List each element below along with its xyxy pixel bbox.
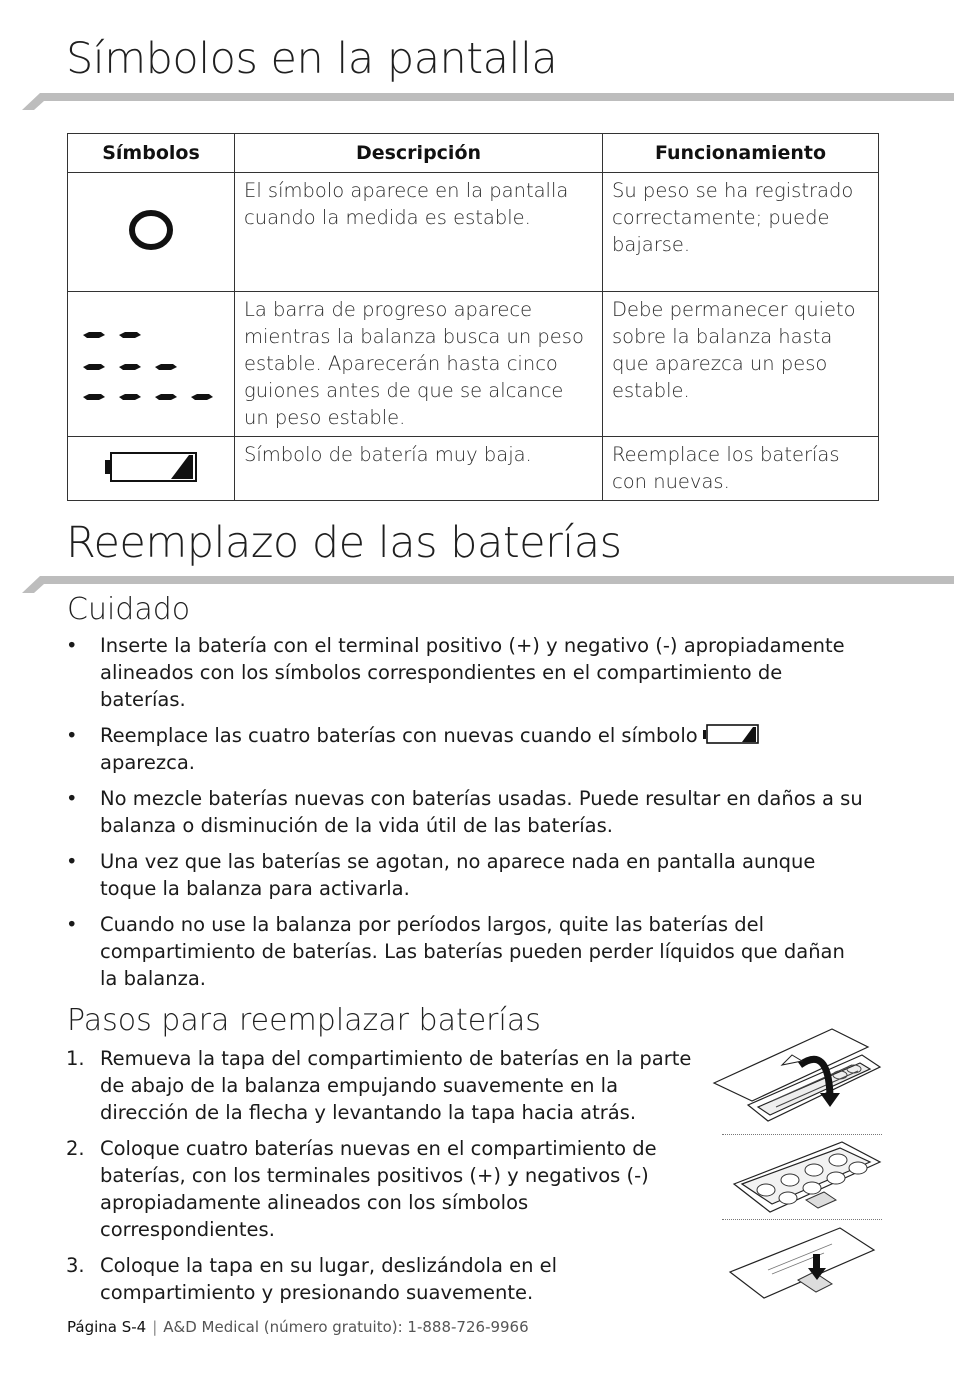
caution-list <box>66 632 866 1001</box>
list-item-text: Reemplace las cuatro baterías con nuevas cuando el símbolo <box>100 724 698 747</box>
bullet: • <box>66 913 78 936</box>
table-header-row <box>68 134 879 173</box>
caution-heading: Cuidado <box>67 592 191 627</box>
heading-rule <box>0 88 954 110</box>
list-item <box>66 1045 706 1126</box>
step-number: 1. <box>66 1047 85 1070</box>
symbols-table <box>67 133 879 501</box>
symbol-cell <box>68 173 235 292</box>
table-cell-function: Reemplace los baterías con nuevas. <box>603 437 879 501</box>
table-cell-description: El símbolo aparece en la pantalla cuando la medida es estable. <box>235 173 603 292</box>
step-text: Coloque cuatro baterías nuevas en el compartimiento de baterías, con los terminales positivos (+) y negativos (-) apropiadamente alineados con los símbolos correspondientes. <box>100 1137 657 1241</box>
table-row <box>68 173 879 292</box>
step-number: 2. <box>66 1137 85 1160</box>
footer-separator: | <box>152 1318 158 1336</box>
page-number: Página S-4 <box>67 1318 147 1336</box>
circle-icon <box>127 206 175 254</box>
step-number: 3. <box>66 1254 85 1277</box>
step-text: Coloque la tapa en su lugar, deslizándola en el compartimiento y presionando suavemente. <box>100 1254 558 1304</box>
battery-insertion-illustration <box>732 1140 882 1216</box>
bullet: • <box>66 787 78 810</box>
table-cell-description: Símbolo de batería muy baja. <box>235 437 603 501</box>
bullet: • <box>66 850 78 873</box>
list-item-text: aparezca. <box>100 751 195 774</box>
bullet: • <box>66 724 78 747</box>
list-item-text: Una vez que las baterías se agotan, no aparece nada en pantalla aunque toque la balanza para activarla. <box>100 850 816 900</box>
low-battery-icon <box>103 449 199 485</box>
list-item-text: Cuando no use la balanza por períodos largos, quite las baterías del compartimiento de baterías. Las baterías pueden perder líquidos que dañan la balanza. <box>100 913 845 990</box>
list-item <box>66 911 866 992</box>
progress-dashes-icon <box>81 322 221 402</box>
table-cell-function: Debe permanecer quieto sobre la balanza hasta que aparezca un peso estable. <box>603 292 879 437</box>
list-item <box>66 848 866 902</box>
table-cell-function: Su peso se ha registrado correctamente; puede bajarse. <box>603 173 879 292</box>
table-header: Descripción <box>235 134 603 173</box>
table-header: Funcionamiento <box>603 134 879 173</box>
footer-contact: A&D Medical (número gratuito): 1-888-726-9966 <box>163 1318 529 1336</box>
symbol-cell <box>68 292 235 437</box>
divider <box>722 1134 882 1135</box>
list-item <box>66 722 866 776</box>
list-item <box>66 1252 706 1306</box>
steps-list <box>66 1045 706 1315</box>
list-item-text: No mezcle baterías nuevas con baterías usadas. Puede resultar en daños a su balanza o disminución de la vida útil de las baterías. <box>100 787 863 837</box>
section-title-batteries: Reemplazo de las baterías <box>66 518 622 568</box>
list-item <box>66 632 866 713</box>
table-cell-description: La barra de progreso aparece mientras la balanza busca un peso estable. Aparecerán hasta cinco guiones antes de que se alcance un peso estable. <box>235 292 603 437</box>
bullet: • <box>66 634 78 657</box>
step-text: Remueva la tapa del compartimiento de baterías en la parte de abajo de la balanza empujando suavemente en la dirección de la flecha y levantando la tapa hacia atrás. <box>100 1047 692 1124</box>
symbol-cell <box>68 437 235 501</box>
page-footer <box>67 1318 529 1336</box>
heading-rule <box>0 571 954 593</box>
list-item-text: Inserte la batería con el terminal positivo (+) y negativo (-) apropiadamente alineados con los símbolos correspondientes en el compartimiento de baterías. <box>100 634 845 711</box>
list-item <box>66 1135 706 1243</box>
section-title-symbols: Símbolos en la pantalla <box>66 34 558 84</box>
battery-cover-replace-illustration <box>728 1226 878 1302</box>
table-row <box>68 292 879 437</box>
battery-cover-removal-illustration <box>712 1025 882 1125</box>
divider <box>722 1219 882 1220</box>
table-header: Símbolos <box>68 134 235 173</box>
steps-heading: Pasos para reemplazar baterías <box>67 1003 541 1038</box>
low-battery-icon <box>702 723 760 745</box>
table-row <box>68 437 879 501</box>
list-item <box>66 785 866 839</box>
